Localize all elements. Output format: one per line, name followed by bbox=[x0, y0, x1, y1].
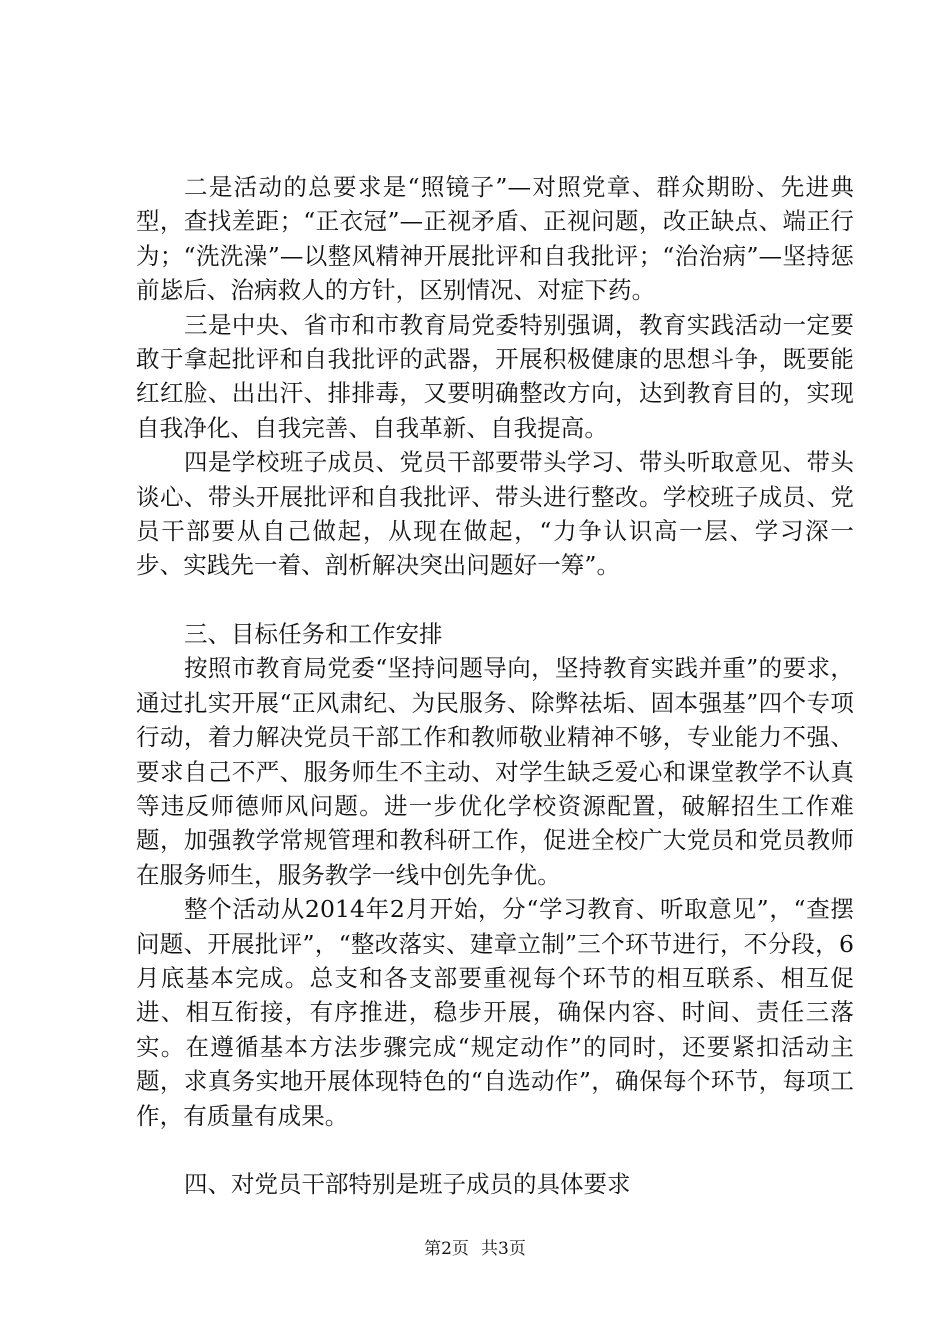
paragraph-criticism: 三是中央、省市和市教育局党委特别强调，教育实践活动一定要敢于拿起批评和自我批评的武器，开展积极健康的思想斗争，既要能红红脸、出出汗、排排毒，又要明确整改方向，达到教育目的，实现自我净化、自我完善、自我革新、自我提高。 bbox=[136, 310, 854, 442]
paragraph-goals: 按照市教育局党委“坚持问题导向，坚持教育实践并重”的要求，通过扎实开展“正风肃纪、为民服务、除弊祛垢、固本强基”四个专项行动，着力解决党员干部工作和教师敬业精神不够，专业能力不强、要求自己不严、服务师生不主动、对学生缺乏爱心和课堂教学不认真等违反师德师风问题。进一步优化学校资源配置，破解招生工作难题，加强教学常规管理和教科研工作，促进全校广大党员和党员教师在服务师生，服务教学一线中创先争优。 bbox=[136, 654, 854, 889]
section-heading-goals: 三、目标任务和工作安排 bbox=[184, 619, 443, 648]
page-footer bbox=[0, 1238, 950, 1260]
paragraph-leadership: 四是学校班子成员、党员干部要带头学习、带头听取意见、带头谈心、带头开展批评和自我批评、带头进行整改。学校班子成员、党员干部要从自己做起，从现在做起，“力争认识高一层、学习深一步、实践先一着、剖析解决突出问题好一筹”。 bbox=[136, 448, 854, 580]
paragraph-requirements: 二是活动的总要求是“照镜子”—对照党章、群众期盼、先进典型，查找差距；“正衣冠”—正视矛盾、正视问题，改正缺点、端正行为；“洗洗澡”—以整风精神开展批评和自我批评；“治治病”—坚持惩前毖后、治病救人的方针，区别情况、对症下药。 bbox=[136, 173, 854, 305]
document-body bbox=[136, 170, 854, 1201]
paragraph-schedule: 整个活动从2014年2月开始，分“学习教育、听取意见”，“查摆问题、开展批评”，“整改落实、建章立制”三个环节进行，不分段，6月底基本完成。总支和各支部要重视每个环节的相互联系、相互促进、相互衔接，有序推进，稳步开展，确保内容、时间、责任三落实。在遵循基本方法步骤完成“规定动作”的同时，还要紧扣活动主题，求真务实地开展体现特色的“自选动作”，确保每个环节，每项工作，有质量有成果。 bbox=[136, 895, 854, 1130]
section-heading-requirements: 四、对党员干部特别是班子成员的具体要求 bbox=[184, 1169, 631, 1198]
page-number: 第2页 bbox=[424, 1239, 469, 1259]
page-total: 共3页 bbox=[481, 1239, 526, 1259]
